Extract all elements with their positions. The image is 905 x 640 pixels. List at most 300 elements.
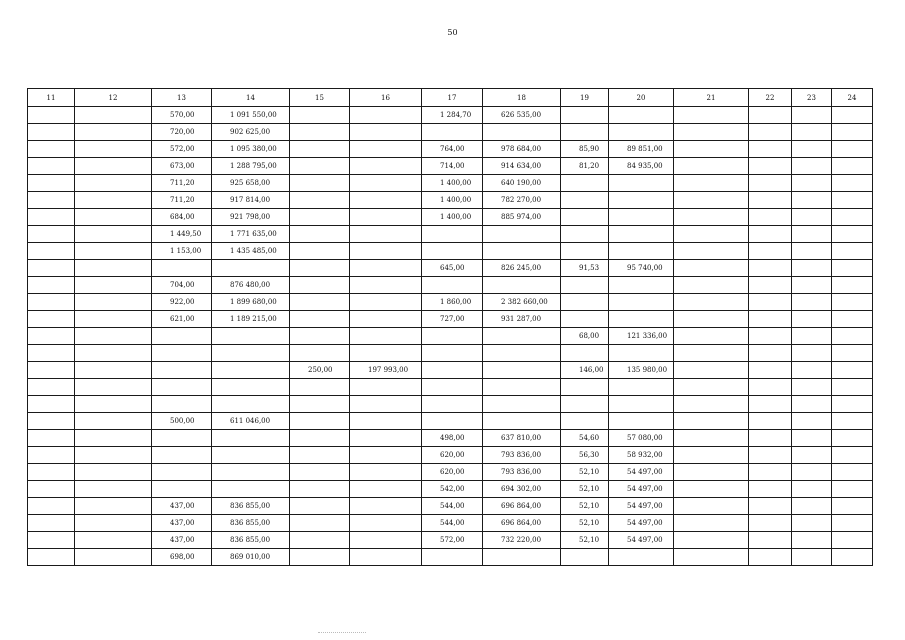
table-cell	[290, 464, 350, 481]
table-cell	[674, 481, 749, 498]
table-cell	[212, 396, 290, 413]
table-cell: 135 980,00	[609, 362, 674, 379]
table-cell	[832, 175, 873, 192]
table-row	[28, 515, 873, 532]
table-cell	[749, 532, 792, 549]
table-cell	[422, 549, 483, 566]
table-cell: 498,00	[422, 430, 483, 447]
table-cell	[561, 277, 609, 294]
table-cell: 1 153,00	[152, 243, 212, 260]
column-header-21: 21	[674, 89, 749, 107]
table-cell	[290, 345, 350, 362]
table-cell: 711,20	[152, 192, 212, 209]
table-cell	[749, 294, 792, 311]
table-cell	[75, 396, 152, 413]
table-cell	[832, 209, 873, 226]
table-cell	[749, 175, 792, 192]
table-cell	[674, 379, 749, 396]
table-row	[28, 141, 873, 158]
table-cell	[609, 379, 674, 396]
column-header-20: 20	[609, 89, 674, 107]
table-row	[28, 158, 873, 175]
table-cell	[609, 107, 674, 124]
table-cell	[561, 311, 609, 328]
table-cell	[749, 226, 792, 243]
table-cell	[350, 209, 422, 226]
table-cell: 57 080,00	[609, 430, 674, 447]
table-cell	[483, 243, 561, 260]
column-header-24: 24	[832, 89, 873, 107]
table-cell	[28, 328, 75, 345]
table-cell	[749, 498, 792, 515]
table-cell: 54 497,00	[609, 481, 674, 498]
table-cell	[28, 226, 75, 243]
table-cell	[422, 243, 483, 260]
table-cell	[674, 311, 749, 328]
table-cell	[28, 158, 75, 175]
table-cell	[75, 192, 152, 209]
table-cell	[749, 141, 792, 158]
table-cell	[792, 396, 832, 413]
table-cell: 54,60	[561, 430, 609, 447]
table-cell	[749, 345, 792, 362]
table-cell: 793 836,00	[483, 464, 561, 481]
table-cell	[792, 175, 832, 192]
table-cell	[290, 260, 350, 277]
table-cell	[75, 362, 152, 379]
table-cell	[749, 192, 792, 209]
table-cell	[422, 277, 483, 294]
table-cell	[350, 532, 422, 549]
table-cell	[609, 175, 674, 192]
table-cell	[674, 124, 749, 141]
table-cell	[28, 447, 75, 464]
table-cell	[609, 209, 674, 226]
table-cell: 58 932,00	[609, 447, 674, 464]
table-cell	[749, 243, 792, 260]
page-number: 50	[447, 28, 458, 37]
table-cell	[75, 107, 152, 124]
table-cell	[561, 379, 609, 396]
table-cell	[609, 345, 674, 362]
table-cell	[792, 515, 832, 532]
table-cell	[75, 532, 152, 549]
table-row	[28, 413, 873, 430]
table-cell	[75, 413, 152, 430]
table-cell: 1 400,00	[422, 209, 483, 226]
table-cell	[483, 124, 561, 141]
table-cell	[290, 158, 350, 175]
table-cell	[350, 481, 422, 498]
table-cell	[212, 260, 290, 277]
column-header-15: 15	[290, 89, 350, 107]
table-cell: 54 497,00	[609, 532, 674, 549]
table-cell	[561, 549, 609, 566]
table-cell: 84 935,00	[609, 158, 674, 175]
table-cell	[28, 243, 75, 260]
table-cell	[212, 430, 290, 447]
table-row	[28, 396, 873, 413]
table-cell: 544,00	[422, 498, 483, 515]
table-cell	[832, 464, 873, 481]
table-cell	[28, 260, 75, 277]
table-cell	[483, 345, 561, 362]
table-cell	[350, 515, 422, 532]
table-cell	[28, 396, 75, 413]
table-cell	[422, 345, 483, 362]
table-cell	[483, 413, 561, 430]
table-cell	[609, 243, 674, 260]
table-cell	[75, 277, 152, 294]
table-row	[28, 447, 873, 464]
table-cell	[832, 260, 873, 277]
table-row	[28, 124, 873, 141]
table-cell	[609, 226, 674, 243]
table-cell	[561, 175, 609, 192]
table-cell	[28, 532, 75, 549]
table-cell: 68,00	[561, 328, 609, 345]
table-cell	[350, 328, 422, 345]
table-cell	[290, 379, 350, 396]
table-cell: 698,00	[152, 549, 212, 566]
table-cell	[792, 141, 832, 158]
table-cell	[832, 141, 873, 158]
table-cell	[28, 192, 75, 209]
table-cell	[609, 192, 674, 209]
table-cell	[561, 413, 609, 430]
table-cell	[290, 447, 350, 464]
table-cell: 869 010,00	[212, 549, 290, 566]
table-cell	[792, 498, 832, 515]
column-header-22: 22	[749, 89, 792, 107]
table-cell	[749, 396, 792, 413]
table-cell	[28, 464, 75, 481]
table-cell	[749, 413, 792, 430]
table-cell: 250,00	[290, 362, 350, 379]
table-cell	[28, 413, 75, 430]
table-cell: 437,00	[152, 515, 212, 532]
table-body	[28, 107, 873, 566]
table-cell	[792, 549, 832, 566]
table-cell	[674, 447, 749, 464]
table-cell	[350, 243, 422, 260]
table-cell	[609, 124, 674, 141]
table-cell	[28, 549, 75, 566]
table-cell	[28, 175, 75, 192]
table-cell	[749, 277, 792, 294]
table-cell	[561, 192, 609, 209]
table-row	[28, 464, 873, 481]
table-cell: 826 245,00	[483, 260, 561, 277]
table-cell	[422, 413, 483, 430]
table-cell: 52,10	[561, 515, 609, 532]
column-header-23: 23	[792, 89, 832, 107]
table-cell	[792, 277, 832, 294]
table-cell	[674, 192, 749, 209]
table-cell: 626 535,00	[483, 107, 561, 124]
table-cell: 978 684,00	[483, 141, 561, 158]
table-cell	[674, 107, 749, 124]
table-cell	[28, 209, 75, 226]
table-cell: 1 284,70	[422, 107, 483, 124]
table-cell	[75, 294, 152, 311]
table-cell	[609, 294, 674, 311]
table-cell	[792, 260, 832, 277]
table-row	[28, 192, 873, 209]
table-cell	[290, 481, 350, 498]
table-cell: 572,00	[152, 141, 212, 158]
table-cell	[749, 379, 792, 396]
table-cell	[749, 515, 792, 532]
table-cell	[792, 311, 832, 328]
table-row	[28, 294, 873, 311]
table-cell: 121 336,00	[609, 328, 674, 345]
table-cell	[561, 124, 609, 141]
data-table	[27, 88, 873, 566]
column-header-14: 14	[212, 89, 290, 107]
table-cell	[792, 124, 832, 141]
table-cell: 54 497,00	[609, 515, 674, 532]
table-cell: 620,00	[422, 447, 483, 464]
table-cell	[792, 447, 832, 464]
table-cell	[75, 345, 152, 362]
table-cell	[749, 158, 792, 175]
table-cell	[350, 158, 422, 175]
table-cell: 673,00	[152, 158, 212, 175]
table-cell: 714,00	[422, 158, 483, 175]
table-row	[28, 532, 873, 549]
table-cell	[422, 124, 483, 141]
table-cell	[75, 379, 152, 396]
table-cell: 52,10	[561, 532, 609, 549]
table-cell: 85,90	[561, 141, 609, 158]
table-cell	[350, 430, 422, 447]
table-cell	[350, 107, 422, 124]
table-cell	[152, 379, 212, 396]
table-cell	[749, 260, 792, 277]
table-row	[28, 260, 873, 277]
table-cell	[28, 294, 75, 311]
table-cell	[28, 311, 75, 328]
table-cell	[561, 243, 609, 260]
table-cell	[152, 362, 212, 379]
table-cell	[350, 277, 422, 294]
table-cell	[832, 379, 873, 396]
column-header-17: 17	[422, 89, 483, 107]
table-cell	[792, 107, 832, 124]
table-cell	[561, 226, 609, 243]
table-row	[28, 209, 873, 226]
table-cell	[28, 515, 75, 532]
table-cell	[75, 328, 152, 345]
table-cell	[28, 277, 75, 294]
table-cell: 793 836,00	[483, 447, 561, 464]
table-cell: 836 855,00	[212, 515, 290, 532]
table-cell	[350, 498, 422, 515]
table-cell: 611 046,00	[212, 413, 290, 430]
table-cell	[832, 345, 873, 362]
table-cell: 95 740,00	[609, 260, 674, 277]
table-cell	[674, 498, 749, 515]
table-row	[28, 498, 873, 515]
table-cell	[212, 481, 290, 498]
table-cell	[792, 158, 832, 175]
table-cell	[28, 498, 75, 515]
table-row	[28, 362, 873, 379]
table-cell	[152, 396, 212, 413]
table-cell: 640 190,00	[483, 175, 561, 192]
table-cell: 620,00	[422, 464, 483, 481]
table-cell: 1 860,00	[422, 294, 483, 311]
table-cell	[75, 175, 152, 192]
table-cell: 52,10	[561, 481, 609, 498]
table-cell	[75, 311, 152, 328]
column-header-13: 13	[152, 89, 212, 107]
table-cell: 782 270,00	[483, 192, 561, 209]
table-cell: 621,00	[152, 311, 212, 328]
table-cell	[75, 447, 152, 464]
table-cell	[561, 396, 609, 413]
table-cell	[212, 345, 290, 362]
table-cell	[75, 549, 152, 566]
table-cell: 645,00	[422, 260, 483, 277]
table-cell: 917 814,00	[212, 192, 290, 209]
table-cell	[792, 362, 832, 379]
table-row	[28, 328, 873, 345]
table-cell	[290, 498, 350, 515]
table-cell	[832, 430, 873, 447]
table-cell	[749, 311, 792, 328]
table-cell	[749, 362, 792, 379]
table-cell: 500,00	[152, 413, 212, 430]
table-cell	[792, 379, 832, 396]
table-cell	[674, 345, 749, 362]
table-cell: 91,53	[561, 260, 609, 277]
table-cell	[422, 379, 483, 396]
table-cell	[290, 124, 350, 141]
table-row	[28, 430, 873, 447]
table-cell	[674, 362, 749, 379]
table-cell	[75, 141, 152, 158]
table-cell	[832, 192, 873, 209]
table-cell	[792, 532, 832, 549]
table-cell	[832, 158, 873, 175]
column-header-18: 18	[483, 89, 561, 107]
table-cell	[290, 175, 350, 192]
table-cell	[749, 209, 792, 226]
table-cell	[674, 158, 749, 175]
table-cell	[674, 515, 749, 532]
table-cell: 1 400,00	[422, 192, 483, 209]
table-cell	[561, 209, 609, 226]
table-cell	[28, 481, 75, 498]
table-cell: 696 864,00	[483, 515, 561, 532]
table-cell	[152, 328, 212, 345]
table-cell	[75, 430, 152, 447]
table-cell	[28, 107, 75, 124]
table-cell	[350, 175, 422, 192]
table-cell	[290, 396, 350, 413]
table-cell	[350, 396, 422, 413]
table-cell: 52,10	[561, 464, 609, 481]
table-cell: 1 899 680,00	[212, 294, 290, 311]
table-cell: 696 864,00	[483, 498, 561, 515]
table-cell	[609, 413, 674, 430]
table-cell	[75, 209, 152, 226]
table-cell	[674, 226, 749, 243]
table-cell: 764,00	[422, 141, 483, 158]
table-cell	[674, 277, 749, 294]
table-cell: 54 497,00	[609, 498, 674, 515]
table-cell	[792, 226, 832, 243]
table-row	[28, 481, 873, 498]
table-cell	[832, 243, 873, 260]
table-cell: 146,00	[561, 362, 609, 379]
table-cell	[792, 294, 832, 311]
table-cell	[832, 124, 873, 141]
table-cell	[422, 396, 483, 413]
table-cell	[832, 328, 873, 345]
table-cell: 1 095 380,00	[212, 141, 290, 158]
table-cell	[212, 464, 290, 481]
table-cell: 544,00	[422, 515, 483, 532]
table-cell: 921 798,00	[212, 209, 290, 226]
column-header-16: 16	[350, 89, 422, 107]
table-cell	[832, 277, 873, 294]
table-cell: 732 220,00	[483, 532, 561, 549]
table-cell	[674, 141, 749, 158]
table-cell	[792, 192, 832, 209]
table-cell: 836 855,00	[212, 532, 290, 549]
table-cell	[350, 345, 422, 362]
table-cell	[75, 515, 152, 532]
table-cell	[290, 532, 350, 549]
table-cell	[674, 413, 749, 430]
footer-mark	[318, 632, 366, 635]
table-cell	[290, 549, 350, 566]
table-cell	[75, 481, 152, 498]
table-cell: 922,00	[152, 294, 212, 311]
table-cell	[674, 328, 749, 345]
column-header-12: 12	[75, 89, 152, 107]
table-row	[28, 243, 873, 260]
table-cell	[212, 328, 290, 345]
table-cell	[290, 107, 350, 124]
table-cell	[674, 464, 749, 481]
table-cell	[75, 498, 152, 515]
table-cell	[483, 362, 561, 379]
table-cell	[609, 549, 674, 566]
table-cell: 2 382 660,00	[483, 294, 561, 311]
table-cell	[28, 124, 75, 141]
column-header-19: 19	[561, 89, 609, 107]
table-cell	[832, 226, 873, 243]
header-row	[28, 89, 873, 107]
table-cell	[792, 345, 832, 362]
table-cell: 1 771 635,00	[212, 226, 290, 243]
table-cell: 437,00	[152, 498, 212, 515]
table-cell	[609, 396, 674, 413]
table-cell	[350, 549, 422, 566]
table-cell	[290, 243, 350, 260]
table-cell	[792, 413, 832, 430]
table-cell: 902 625,00	[212, 124, 290, 141]
table-row	[28, 107, 873, 124]
table-cell	[422, 328, 483, 345]
table-cell	[422, 226, 483, 243]
table-cell	[212, 379, 290, 396]
table-cell	[290, 226, 350, 243]
